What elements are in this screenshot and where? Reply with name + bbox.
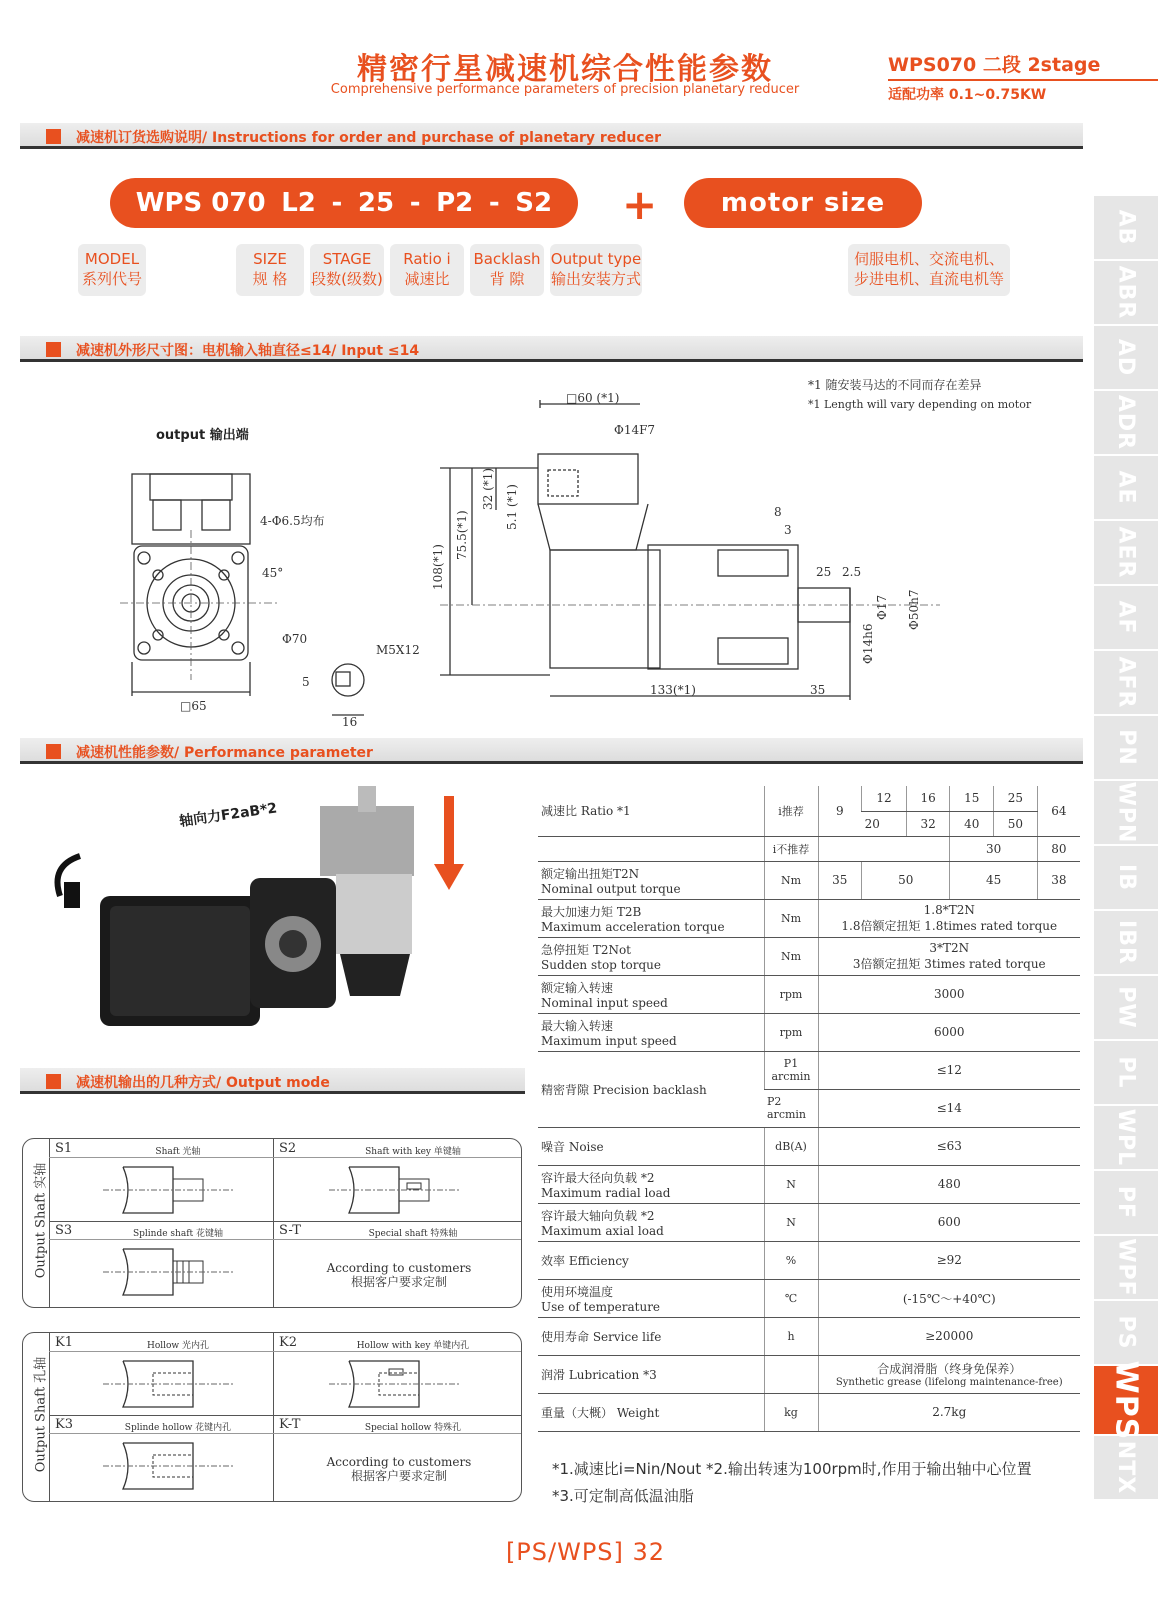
- dim-51: 5.1 (*1): [505, 484, 519, 530]
- side-tab-wps[interactable]: WPS: [1094, 1366, 1158, 1436]
- output-label: output 输出端: [156, 428, 249, 443]
- dim-phi14h6: Φ14h6: [861, 623, 875, 664]
- side-tab-adr[interactable]: ADR: [1094, 391, 1158, 456]
- section-output-mode-title: 减速机输出的几种方式/ Output mode: [76, 1075, 330, 1091]
- side-tab-ib[interactable]: IB: [1094, 846, 1158, 911]
- label-ratio: Ratio i 减速比: [390, 244, 464, 296]
- label-model: MODEL 系列代号: [78, 244, 146, 296]
- hollow-title: Output Shaft 孔轴: [33, 1356, 49, 1473]
- output-shaft-box: Output Shaft 实轴 S1 Shaft 光轴 S2 Shaft with key 单键轴 S3 Splinde shaft 花键轴 S-T Special shaft 特殊轴 According to customers 根据客户要求定制: [22, 1138, 522, 1308]
- code-model: WPS 070: [135, 188, 266, 218]
- code-output: S2: [515, 188, 553, 218]
- side-tab-abr[interactable]: ABR: [1094, 261, 1158, 326]
- dim-755: 75.5(*1): [455, 510, 469, 560]
- dim-25: 25: [816, 565, 832, 579]
- label-backlash: Backlash 背 隙: [470, 244, 544, 296]
- label-output-type: Output type 输出安装方式: [550, 244, 642, 296]
- dim-35: 35: [810, 683, 826, 697]
- section-order: [20, 123, 1083, 149]
- dim-3: 3: [784, 523, 792, 537]
- side-tab-ps[interactable]: PS: [1094, 1301, 1158, 1366]
- section-performance-title: 减速机性能参数/ Performance parameter: [76, 745, 373, 761]
- side-tab-af[interactable]: AF: [1094, 586, 1158, 651]
- dim-pcd: Φ70: [282, 632, 308, 646]
- code-ratio: 25: [357, 188, 395, 218]
- side-tab-wpl[interactable]: WPL: [1094, 1106, 1158, 1171]
- code-sep: -: [488, 188, 500, 218]
- section-dimensions: [20, 336, 1083, 362]
- dim-holes: 4-Φ6.5均布: [260, 514, 325, 528]
- section-marker: [46, 129, 61, 144]
- drawing-note-cn: *1 随安装马达的不同而存在差异: [808, 378, 982, 392]
- dim-key-h: 5: [302, 675, 310, 689]
- dimension-drawing: [120, 391, 1100, 750]
- label-stage: STAGE 段数(级数): [310, 244, 384, 296]
- motor-size-pill: motor size: [684, 178, 922, 228]
- code-sep: -: [331, 188, 343, 218]
- side-tab-ab[interactable]: AB: [1094, 196, 1158, 261]
- dim-sq60: □60 (*1): [566, 391, 620, 405]
- side-tab-pn[interactable]: PN: [1094, 716, 1158, 781]
- side-tab-ad[interactable]: AD: [1094, 326, 1158, 391]
- section-output-mode: [20, 1068, 525, 1094]
- section-order-title: 减速机订货选购说明/ Instructions for order and purchase of planetary reducer: [76, 130, 662, 146]
- code-stage: L2: [281, 188, 316, 218]
- series-side-tabs: [1094, 196, 1158, 1501]
- footnote-1: *1.减速比i=Nin/Nout *2.输出转速为100rpm时,作用于输出轴中心位置: [552, 1460, 1032, 1478]
- dim-phi50: Φ50h7: [907, 589, 921, 630]
- dim-133: 133(*1): [650, 683, 696, 697]
- performance-table: 减速比 Ratio *1 i推荐 9 12 16 15 25 64 20 32 40 50 i不推荐 30 80 额定输出扭矩T2N Nominal output torque Nm 35 50 45 38 最大加速力矩 T2B Maximum acceleration torque Nm 1.8*T2N 1.8倍额定扭矩 1.8times rated torque 急停扭矩 T2Not Sudden stop torque Nm 3*T2N 3倍额定扭矩 3times rated torque 额定输入转速 Nominal input speed rpm 3000 最大输入转速 Maximum input speed rpm 6000 精密背隙 Precision backlash P1 arcmin ≤12 P2 arcmin ≤14 噪音 Noise dB(A) ≤63 容许最大径向负载 *2 Maximum radial load N 480 容许最大轴向负载 *2 Maximum axial load N 600 效率 Efficiency % ≥92 使用环境温度 Use of temperature ℃ (-15℃～+40℃) 使用寿命 Service life h ≥20000 润滑 Lubrication *3 合成润滑脂（终身免保养） Synthetic grease (lifelong maintenance-free) 重量（大概） Weight kg 2.7kg: [538, 786, 1080, 1432]
- section-marker: [46, 744, 61, 759]
- dim-108: 108(*1): [431, 544, 445, 590]
- side-tab-ntx[interactable]: NTX: [1094, 1436, 1158, 1501]
- side-tab-aer[interactable]: AER: [1094, 521, 1158, 586]
- side-tab-pw[interactable]: PW: [1094, 976, 1158, 1041]
- power-range: 适配功率 0.1~0.75KW: [888, 87, 1047, 103]
- footnotes: [552, 1456, 1032, 1510]
- dim-key-w: 16: [342, 715, 358, 729]
- product-photo: [40, 786, 510, 1056]
- page-title: 精密行星减速机综合性能参数: [357, 52, 773, 87]
- drawing-note-en: *1 Length will vary depending on motor: [808, 398, 1032, 411]
- label-size: SIZE 规 格: [236, 244, 304, 296]
- ratio-label: 减速比 Ratio *1: [538, 786, 764, 836]
- dim-angle: 45°: [262, 566, 284, 580]
- dim-phi14: Φ14F7: [614, 423, 656, 437]
- side-tab-ibr[interactable]: IBR: [1094, 911, 1158, 976]
- dim-25b: 2.5: [842, 565, 862, 579]
- section-marker: [46, 1074, 61, 1089]
- dim-phi17: Φ17: [875, 594, 889, 620]
- code-sep: -: [409, 188, 421, 218]
- code-backlash: P2: [436, 188, 474, 218]
- section-dimensions-title: 减速机外形尺寸图：电机输入轴直径≤14/ Input ≤14: [76, 343, 420, 359]
- dim-32: 32 (*1): [481, 467, 495, 510]
- plus-sign: +: [622, 180, 658, 229]
- output-hollow-box: Output Shaft 孔轴 K1 Hollow 光内孔 K2 Hollow with key 单键内孔 K3 Splinde hollow 花键内孔 K-T Special hollow 特殊孔 According to customers 根据客户要求定制: [22, 1332, 522, 1502]
- side-tab-wpf[interactable]: WPF: [1094, 1236, 1158, 1301]
- side-tab-afr[interactable]: AFR: [1094, 651, 1158, 716]
- side-tab-pf[interactable]: PF: [1094, 1171, 1158, 1236]
- axial-force-label: 轴向力F2aB*2: [178, 800, 279, 830]
- page-number: [PS/WPS] 32: [505, 1538, 666, 1566]
- side-tab-pl[interactable]: PL: [1094, 1041, 1158, 1106]
- dim-square: □65: [180, 699, 207, 713]
- section-marker: [46, 342, 61, 357]
- side-tab-wpn[interactable]: WPN: [1094, 781, 1158, 846]
- section-performance: [20, 738, 1083, 764]
- order-code-pill: [110, 178, 578, 228]
- model-tag: WPS070 二段 2stage: [888, 50, 1158, 81]
- footnote-2: *3.可定制高低温油脂: [552, 1487, 694, 1505]
- label-motor-types: 伺服电机、交流电机、 步进电机、直流电机等: [848, 244, 1010, 296]
- dim-8: 8: [774, 505, 782, 519]
- page-subtitle: Comprehensive performance parameters of precision planetary reducer: [330, 82, 800, 97]
- shaft-title: Output Shaft 实轴: [33, 1162, 49, 1279]
- dim-thread: M5X12: [376, 643, 420, 657]
- side-tab-ae[interactable]: AE: [1094, 456, 1158, 521]
- rec-label: i推荐: [764, 786, 818, 836]
- nonrec-label: i不推荐: [764, 836, 818, 861]
